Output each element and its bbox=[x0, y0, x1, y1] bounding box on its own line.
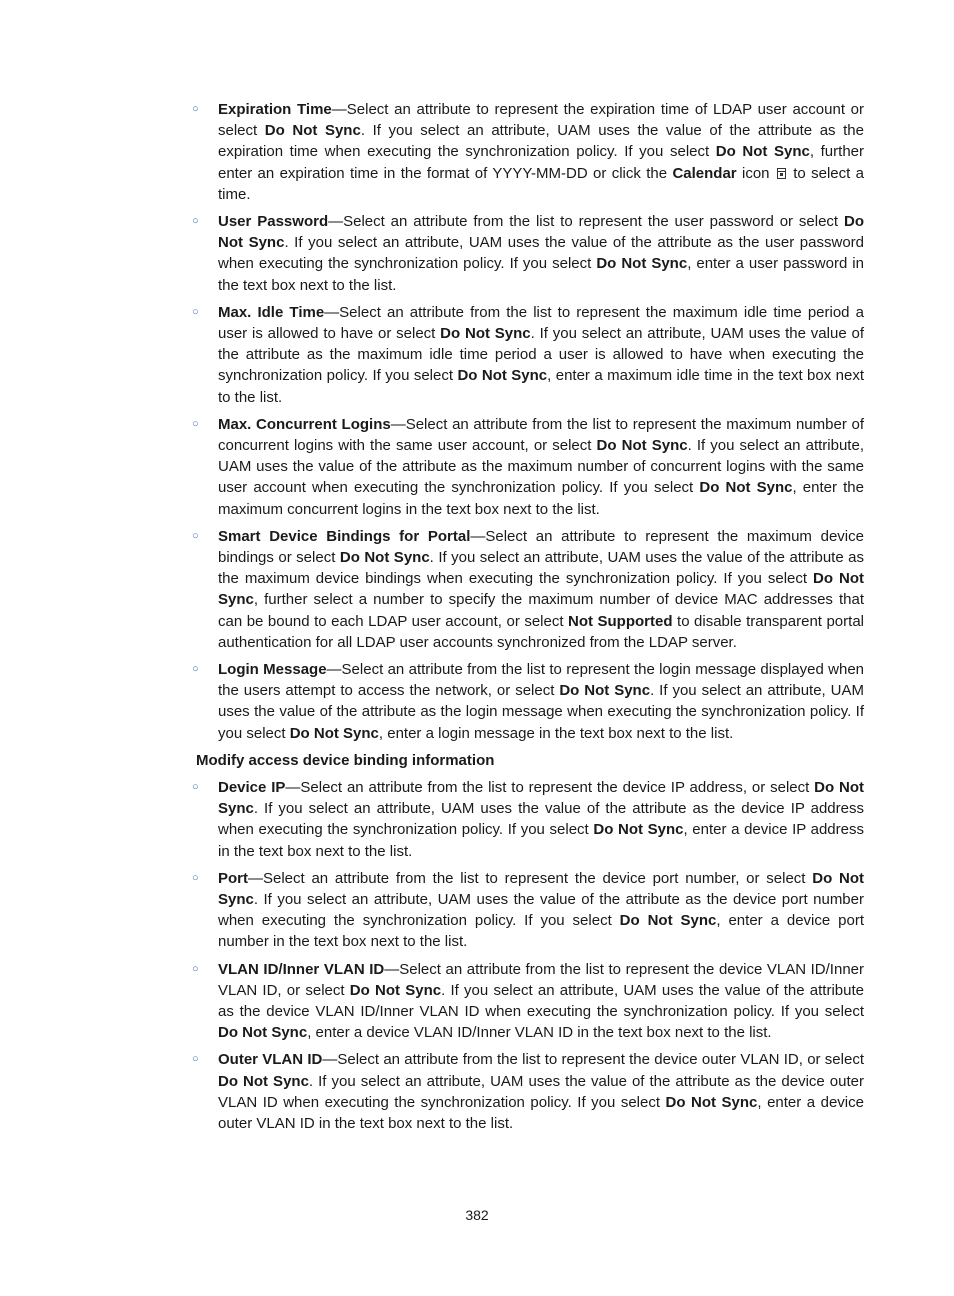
page-number: 382 bbox=[465, 1207, 489, 1223]
list-item-expiration-time bbox=[192, 99, 864, 205]
item-text: . If you select an attribute, UAM uses the value of the attribute as the maximum idle time period a user is allowed to have when executing the synchronization policy. If you select bbox=[218, 325, 864, 385]
list-item-device-ip bbox=[192, 777, 864, 862]
item-text: . If you select an attribute, UAM uses the value of the attribute as the device IP address when executing the synchronization policy. If you select bbox=[218, 800, 864, 839]
item-option: Do Not Sync bbox=[699, 479, 793, 497]
bullet: ○ bbox=[192, 962, 199, 975]
item-text: —Select an attribute from the list to represent the maximum idle time period a user is allowed to have or select bbox=[218, 303, 864, 343]
item-option: Do Not Sync bbox=[559, 682, 651, 700]
item-text: to disable transparent portal authentication for all LDAP user accounts synchronized from the LDAP server. bbox=[218, 612, 864, 651]
item-text: , further enter an expiration time in the format of YYYY-MM-DD or click the bbox=[218, 143, 864, 182]
list-item-max-idle-time bbox=[192, 302, 864, 408]
item-text: . If you select an attribute, UAM uses the value of the attribute as the device port number when executing the synchronization policy. If you select bbox=[218, 890, 864, 930]
item-text: . If you select an attribute, UAM uses the value of the attribute as the maximum number of concurrent logins with the same user account when executing the synchronization policy. If you select bbox=[218, 437, 864, 497]
section-heading: Modify access device binding information bbox=[196, 751, 495, 769]
item-option: Do Not Sync bbox=[349, 981, 442, 999]
item-term: User Password bbox=[218, 213, 329, 231]
item-text: , enter a login message in the text box next to the list. bbox=[378, 724, 734, 742]
bullet: ○ bbox=[192, 1053, 199, 1066]
item-text: . If you select an attribute, UAM uses the value of the attribute as the maximum device bindings when executing the synchronization policy. If you select bbox=[218, 549, 865, 588]
item-option: Do Not Sync bbox=[596, 437, 688, 455]
item-option: Do Not Sync bbox=[218, 869, 864, 908]
item-text: , enter the maximum concurrent logins in the text box next to the list. bbox=[218, 479, 864, 518]
item-term: Login Message bbox=[218, 661, 327, 679]
item-term: Smart Device Bindings for Portal bbox=[218, 527, 471, 545]
list-item-port bbox=[192, 868, 864, 953]
item-text: . If you select an attribute, UAM uses the value of the attribute as the device outer VLAN ID when executing the synchronization policy. If you select bbox=[218, 1072, 864, 1111]
item-text: —Select an attribute from the list to represent the user password or select bbox=[328, 213, 844, 231]
item-text: icon bbox=[736, 164, 770, 182]
list-item-vlan-id bbox=[192, 959, 864, 1044]
item-option: Do Not Sync bbox=[596, 255, 688, 273]
item-option: Do Not Sync bbox=[457, 367, 548, 385]
item-option: Do Not Sync bbox=[264, 122, 361, 140]
item-text: . If you select an attribute, UAM uses the value of the attribute as the user password when executing the synchronization policy. If you select bbox=[218, 234, 865, 273]
item-option: Do Not Sync bbox=[665, 1093, 758, 1111]
item-text: . If you select an attribute, UAM uses the value of the attribute as the expiration time when executing the synchronization policy. If you select bbox=[218, 122, 864, 161]
item-option: Do Not Sync bbox=[218, 778, 864, 818]
bullet: ○ bbox=[192, 417, 199, 430]
item-option: Do Not Sync bbox=[218, 213, 864, 252]
item-term: Outer VLAN ID bbox=[218, 1051, 323, 1069]
item-text: , enter a maximum idle time in the text box next to the list. bbox=[218, 367, 864, 406]
item-text: , enter a device outer VLAN ID in the text box next to the list. bbox=[218, 1093, 864, 1132]
item-term: Max. Concurrent Logins bbox=[218, 415, 391, 433]
bullet: ○ bbox=[192, 305, 199, 318]
item-option: Calendar bbox=[672, 164, 737, 182]
item-option: Do Not Sync bbox=[440, 325, 531, 343]
bullet: ○ bbox=[192, 663, 199, 676]
bullet: ○ bbox=[192, 780, 199, 793]
item-term: Port bbox=[218, 869, 248, 887]
item-option: Do Not Sync bbox=[593, 821, 684, 839]
item-text: —Select an attribute to represent the maximum device bindings or select bbox=[218, 527, 864, 567]
item-term: Expiration Time bbox=[218, 101, 332, 118]
item-option: Not Supported bbox=[568, 612, 673, 630]
list-item-login-message bbox=[192, 659, 864, 744]
item-text: . If you select an attribute, UAM uses the value of the attribute as the device VLAN ID/Inner VLAN ID when executing the synchronization policy. If you select bbox=[218, 981, 864, 1020]
item-text: —Select an attribute from the list to represent the maximum number of concurrent logins with the same user account, or select bbox=[218, 415, 864, 455]
item-option: Do Not Sync bbox=[715, 143, 810, 161]
page-content bbox=[192, 99, 864, 1140]
item-text: —Select an attribute from the list to represent the device IP address, or select bbox=[285, 778, 815, 796]
list-item-smart-device-bindings bbox=[192, 526, 864, 653]
item-term: Device IP bbox=[218, 778, 286, 796]
item-text: , enter a device IP address in the text box next to the list. bbox=[218, 821, 864, 860]
list-item-user-password bbox=[192, 211, 864, 296]
item-text: —Select an attribute from the list to represent the login message displayed when the users attempt to access the network, or select bbox=[218, 661, 865, 700]
item-text: to select a time. bbox=[218, 164, 864, 203]
bullet: ○ bbox=[192, 871, 199, 884]
item-option: Do Not Sync bbox=[339, 549, 430, 567]
bullet: ○ bbox=[192, 103, 199, 115]
item-term: Max. Idle Time bbox=[218, 303, 325, 321]
item-option: Do Not Sync bbox=[619, 912, 717, 930]
item-term: VLAN ID/Inner VLAN ID bbox=[218, 960, 385, 978]
bullet: ○ bbox=[192, 215, 199, 228]
item-text: , further select a number to specify the maximum number of device MAC addresses that can be bound to each LDAP user account, or select bbox=[218, 591, 864, 630]
item-text: , enter a device port number in the text box next to the list. bbox=[218, 912, 864, 951]
item-text: —Select an attribute from the list to represent the device VLAN ID/Inner VLAN ID, or select bbox=[218, 960, 864, 999]
item-text: , enter a user password in the text box next to the list. bbox=[218, 255, 864, 294]
item-option: Do Not Sync bbox=[218, 570, 865, 609]
item-text: —Select an attribute from the list to represent the device outer VLAN ID, or select bbox=[322, 1051, 864, 1069]
bullet: ○ bbox=[192, 529, 199, 542]
calendar-icon bbox=[777, 168, 786, 179]
item-text: —Select an attribute to represent the expiration time of LDAP user account or select bbox=[218, 101, 864, 140]
list-item-outer-vlan-id bbox=[192, 1049, 864, 1134]
item-text: . If you select an attribute, UAM uses the value of the attribute as the login message when executing the synchronization policy. If you select bbox=[218, 682, 864, 742]
item-text: —Select an attribute from the list to represent the device port number, or select bbox=[248, 869, 813, 887]
item-text: , enter a device VLAN ID/Inner VLAN ID in the text box next to the list. bbox=[307, 1024, 772, 1042]
list-item-max-concurrent-logins bbox=[192, 414, 864, 520]
item-option: Do Not Sync bbox=[218, 1072, 309, 1090]
item-option: Do Not Sync bbox=[218, 1024, 308, 1042]
item-option: Do Not Sync bbox=[289, 724, 379, 742]
